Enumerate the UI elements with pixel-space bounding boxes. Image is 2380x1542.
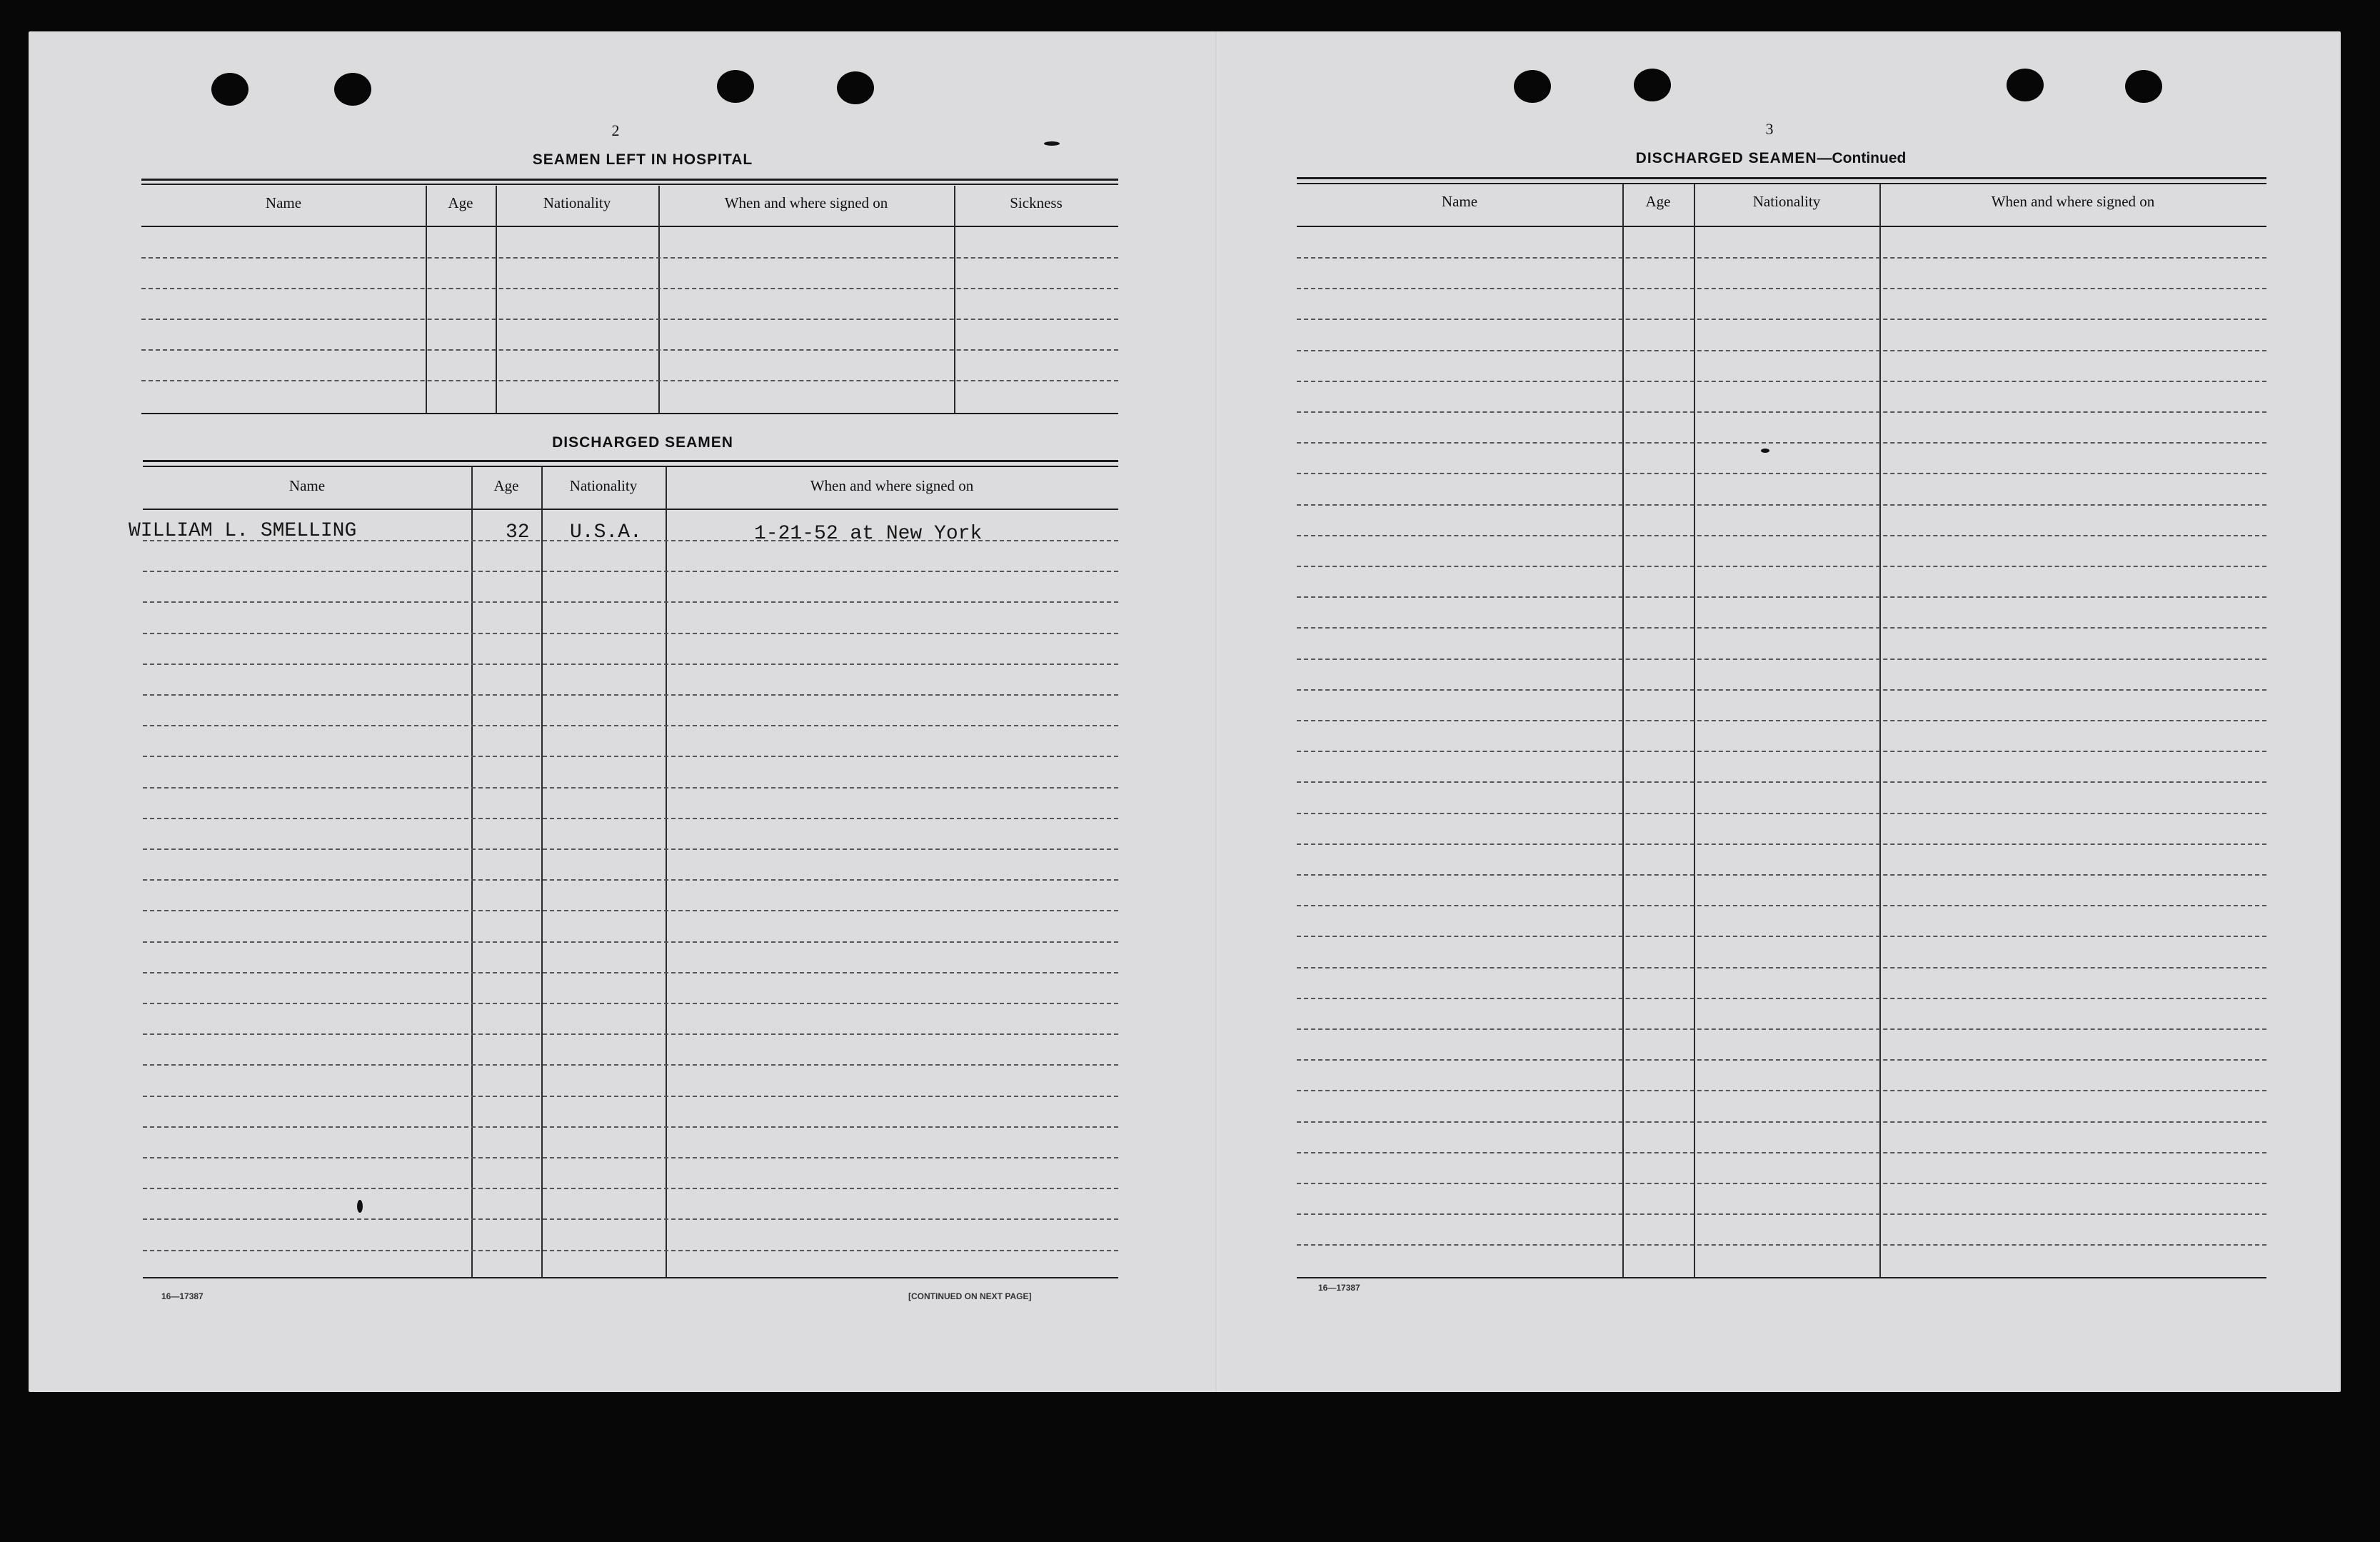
- right-ruled-line: [1297, 813, 2266, 814]
- right-ruled-line: [1297, 350, 2266, 351]
- hospital-ruled-line: [141, 380, 1118, 381]
- right-ruled-line: [1297, 257, 2266, 259]
- right-ruled-line: [1297, 288, 2266, 289]
- discharged-top-rule: [143, 460, 1118, 462]
- right-column-header: Nationality: [1752, 193, 1821, 210]
- discharged-bottom-rule: [143, 1277, 1118, 1278]
- page-fold: [1215, 31, 1218, 1392]
- hospital-ruled-line: [141, 288, 1118, 289]
- discharged-ruled-line: [143, 787, 1118, 788]
- discharged-ruled-line: [143, 818, 1118, 819]
- right-ruled-line: [1297, 442, 2266, 444]
- discharged-header-rule: [143, 509, 1118, 510]
- right-ruled-line: [1297, 411, 2266, 413]
- right-ruled-line: [1297, 659, 2266, 660]
- right-ruled-line: [1297, 1059, 2266, 1061]
- right-ruled-line: [1297, 905, 2266, 906]
- right-column-divider: [1879, 184, 1881, 1277]
- hospital-section-title: SEAMEN LEFT IN HOSPITAL: [532, 151, 753, 168]
- discharged-ruled-line: [143, 756, 1118, 757]
- hospital-column-divider: [658, 186, 660, 413]
- typed-entry-name: WILLIAM L. SMELLING: [129, 520, 357, 542]
- right-section-title-cont: —Continued: [1817, 150, 1907, 166]
- hospital-ruled-line: [141, 349, 1118, 351]
- discharged-ruled-line: [143, 1157, 1118, 1158]
- discharged-ruled-line: [143, 1033, 1118, 1035]
- right-ruled-line: [1297, 319, 2266, 320]
- hospital-column-divider: [954, 186, 955, 413]
- right-ruled-line: [1297, 936, 2266, 937]
- discharged-ruled-line: [143, 601, 1118, 603]
- discharged-ruled-line: [143, 633, 1118, 634]
- discharged-ruled-line: [143, 1218, 1118, 1220]
- discharged-ruled-line: [143, 848, 1118, 850]
- punch-hole: [2125, 70, 2162, 103]
- discharged-ruled-line: [143, 1096, 1118, 1097]
- discharged-column-header: When and where signed on: [810, 477, 974, 494]
- right-top-rule: [1297, 177, 2266, 179]
- right-ruled-line: [1297, 1090, 2266, 1091]
- hospital-column-divider: [426, 186, 427, 413]
- discharged-ruled-line: [143, 694, 1118, 696]
- discharged-top-rule-2: [143, 466, 1118, 467]
- hospital-top-rule-2: [141, 184, 1118, 185]
- page-number-right: 3: [1765, 120, 1774, 138]
- discharged-ruled-line: [143, 910, 1118, 911]
- discharged-column-header: Nationality: [569, 477, 638, 494]
- document-sheet: [29, 31, 2341, 1392]
- punch-hole: [717, 70, 754, 103]
- right-ruled-line: [1297, 596, 2266, 598]
- right-column-header: Age: [1645, 193, 1671, 210]
- right-ruled-line: [1297, 1183, 2266, 1184]
- punch-hole: [2007, 69, 2044, 101]
- discharged-column-header: Age: [493, 477, 519, 494]
- discharged-ruled-line: [143, 941, 1118, 943]
- continued-note: [CONTINUED ON NEXT PAGE]: [908, 1291, 1032, 1301]
- ink-speck: [1761, 449, 1769, 453]
- right-ruled-line: [1297, 566, 2266, 567]
- right-ruled-line: [1297, 1152, 2266, 1153]
- right-header-rule: [1297, 226, 2266, 227]
- discharged-ruled-line: [143, 1188, 1118, 1189]
- hospital-column-header: Nationality: [543, 194, 611, 211]
- punch-hole: [1514, 70, 1551, 103]
- hospital-column-header: Sickness: [1010, 194, 1063, 211]
- ink-speck: [1044, 141, 1060, 146]
- right-ruled-line: [1297, 720, 2266, 721]
- right-ruled-line: [1297, 874, 2266, 876]
- discharged-section-title: DISCHARGED SEAMEN: [552, 434, 733, 451]
- typed-entry-signed-on: 1-21-52 at New York: [754, 523, 983, 545]
- hospital-bottom-rule: [141, 413, 1118, 414]
- hospital-top-rule: [141, 179, 1118, 181]
- discharged-ruled-line: [143, 879, 1118, 881]
- discharged-ruled-line: [143, 725, 1118, 726]
- punch-hole: [837, 71, 874, 104]
- right-ruled-line: [1297, 1121, 2266, 1123]
- hospital-column-header: Name: [265, 194, 302, 211]
- right-ruled-line: [1297, 967, 2266, 968]
- discharged-column-divider: [666, 467, 667, 1277]
- right-section-title-main: DISCHARGED SEAMEN: [1635, 150, 1817, 166]
- form-number-right: 16—17387: [1318, 1283, 1360, 1293]
- discharged-ruled-line: [143, 1003, 1118, 1004]
- right-ruled-line: [1297, 689, 2266, 691]
- page-number-left: 2: [611, 121, 620, 139]
- right-ruled-line: [1297, 781, 2266, 783]
- discharged-ruled-line: [143, 1064, 1118, 1066]
- right-ruled-line: [1297, 1028, 2266, 1030]
- right-ruled-line: [1297, 843, 2266, 845]
- discharged-ruled-line: [143, 972, 1118, 973]
- discharged-ruled-line: [143, 540, 1118, 541]
- hospital-column-header: When and where signed on: [724, 194, 888, 211]
- right-ruled-line: [1297, 998, 2266, 999]
- right-column-divider: [1694, 184, 1695, 1277]
- punch-hole: [334, 73, 371, 106]
- right-ruled-line: [1297, 504, 2266, 506]
- hospital-column-divider: [496, 186, 497, 413]
- right-ruled-line: [1297, 1244, 2266, 1246]
- right-column-header: When and where signed on: [1991, 193, 2155, 210]
- hospital-header-rule: [141, 226, 1118, 227]
- punch-hole: [1634, 69, 1671, 101]
- right-ruled-line: [1297, 1213, 2266, 1215]
- discharged-ruled-line: [143, 664, 1118, 665]
- discharged-column-divider: [541, 467, 543, 1277]
- right-top-rule-2: [1297, 183, 2266, 184]
- discharged-ruled-line: [143, 1126, 1118, 1128]
- right-column-header: Name: [1441, 193, 1478, 210]
- hospital-ruled-line: [141, 257, 1118, 259]
- right-ruled-line: [1297, 473, 2266, 474]
- right-ruled-line: [1297, 751, 2266, 752]
- hospital-ruled-line: [141, 319, 1118, 320]
- typed-entry-nationality: U.S.A.: [570, 521, 642, 544]
- typed-entry-age: 32: [506, 521, 530, 544]
- hospital-column-header: Age: [448, 194, 473, 211]
- discharged-column-divider: [471, 467, 473, 1277]
- discharged-ruled-line: [143, 571, 1118, 572]
- right-bottom-rule: [1297, 1277, 2266, 1278]
- ink-speck: [357, 1200, 363, 1213]
- discharged-column-header: Name: [288, 477, 326, 494]
- punch-hole: [211, 73, 248, 106]
- discharged-ruled-line: [143, 1250, 1118, 1251]
- right-ruled-line: [1297, 381, 2266, 382]
- right-ruled-line: [1297, 535, 2266, 536]
- form-number-left: 16—17387: [161, 1291, 204, 1301]
- right-section-title: [1557, 150, 1985, 167]
- right-column-divider: [1622, 184, 1624, 1277]
- right-ruled-line: [1297, 627, 2266, 629]
